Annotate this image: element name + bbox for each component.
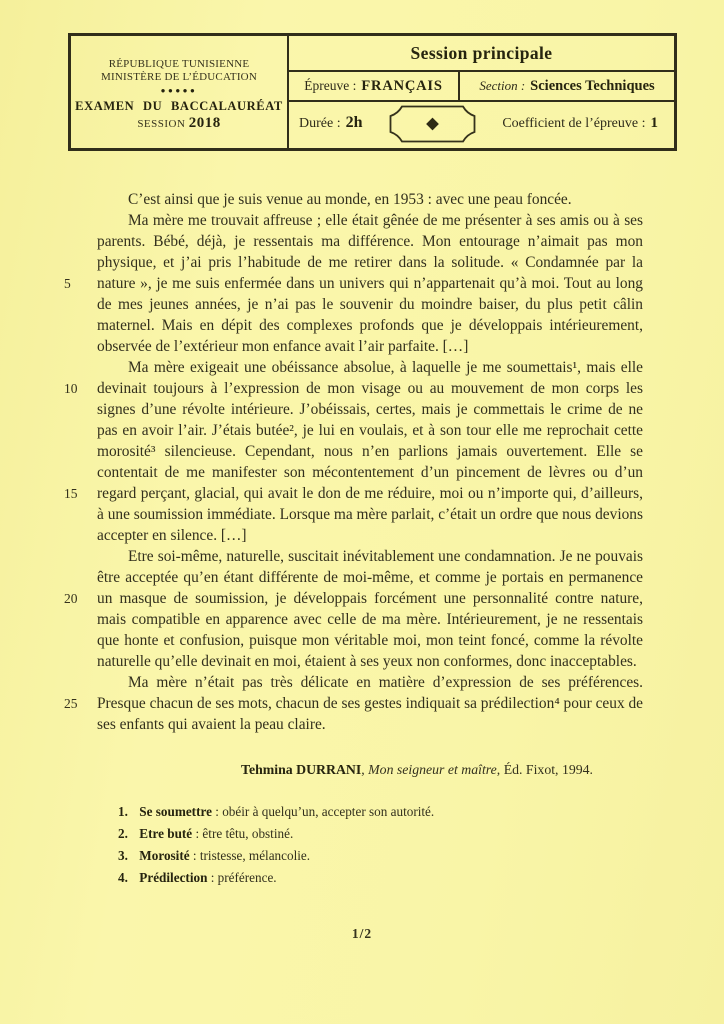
coefficient-cell xyxy=(502,115,658,132)
coefficient-value: 1 xyxy=(650,114,658,131)
session-type: Session principale xyxy=(289,36,674,72)
reading-passage xyxy=(64,189,648,735)
footnote-term: Prédilection xyxy=(139,870,208,885)
section-label: Section : xyxy=(479,78,526,94)
duration-coefficient-row xyxy=(289,102,674,148)
footnote-number: 1. xyxy=(118,804,128,819)
edition-info: , Éd. Fixot, 1994. xyxy=(496,762,593,777)
section-cell xyxy=(460,72,674,100)
paragraph-2: Ma mère me trouvait affreuse ; elle était gênée de me présenter à ses amis ou à ses parents. Bébé, déjà, je ressentais ma différence. Mon entourage n’aimait pas mon physique, et j’ai pris l’habitude de me retirer dans la solitude. « Condamnée par la nature », je me suis enfermée dans un univers qui n’appartenait qu’à moi. Tout au long de mes jeunes années, je n’ai pas le souvenir du moindre baiser, du plus petit câlin maternel. Mais en dépit des complexes profonds que je développais intérieurement, observée de l’extérieur mon enfance avait l’air parfaite. […] xyxy=(97,212,643,355)
exam-title: EXAMEN DU BACCALAURÉAT xyxy=(75,99,283,113)
exam-header-table xyxy=(68,33,677,151)
page-number: 1/2 xyxy=(351,926,373,941)
footnote-2 xyxy=(118,823,434,845)
footnote-definition: : être têtu, obstiné. xyxy=(195,826,294,841)
passage-text xyxy=(97,189,643,735)
work-title: Mon seigneur et maître xyxy=(368,762,497,777)
subject-label: Épreuve : xyxy=(304,78,357,94)
session-year-line xyxy=(137,115,220,132)
footnote-term: Etre buté xyxy=(139,826,193,841)
footnote-number: 3. xyxy=(118,848,128,863)
subject-cell xyxy=(289,72,460,100)
paragraph-3: Ma mère exigeait une obéissance absolue, à laquelle je me soumettais¹, mais elle devinait toujours à l’expression de mon visage ou au mouvement de mon corps les signes d’une révolte intérieure. J’obéissais, certes, mais je commettais le crime de ne pas en avoir l’air. J’étais butée², je lui en voulais, et à son tour elle me reprochait cette morosité³ silencieuse. Cependant, nous n’en parlions jamais ouvertement. Elle se contentait de me manifester son mécontentement d’un pincement de lèvres ou d’un regard perçant, glacial, qui avait le don de me réduire, moi ou n’importe qui, d’ailleurs, à une soumission immédiate. Lorsque ma mère parlait, c’était un ordre que nous devions accepter en silence. […] xyxy=(97,359,643,544)
line-number-15: 15 xyxy=(64,486,78,501)
footnote-definition: : obéir à quelqu’un, accepter son autorité. xyxy=(215,804,435,819)
author-name: Tehmina DURRANI xyxy=(241,762,362,777)
dots-separator-icon: ●●●●● xyxy=(160,86,198,95)
exam-details-block xyxy=(289,36,674,148)
ministry-line: MINISTÈRE DE L’ÉDUCATION xyxy=(101,71,257,83)
paragraph-4: Etre soi-même, naturelle, suscitait inévitablement une condamnation. Je ne pouvais être acceptée qu’en étant différente de moi-même, et comme je portais en permanence un masque de soumission, je développais forcément une personnalité contre nature, mais compatible en apparence avec celle de ma mère. Intérieurement, je ne ressentais que honte et confusion, puisque mon véritable moi, mon teint foncé, comme la révolte naturelle qu’elle devinait en moi, étaient à ses yeux non conformes, donc inacceptables. xyxy=(97,548,643,670)
duration-value: 2h xyxy=(345,114,363,131)
footnote-definition: : tristesse, mélancolie. xyxy=(192,848,311,863)
footnote-term: Se soumettre xyxy=(139,804,212,819)
attribution-separator: , xyxy=(361,762,365,777)
subject-value: FRANÇAIS xyxy=(361,77,443,94)
republic-line: RÉPUBLIQUE TUNISIENNE xyxy=(108,58,250,70)
paragraph-1: C’est ainsi que je suis venue au monde, en 1953 : avec une peau foncée. xyxy=(128,191,572,208)
footnote-number: 4. xyxy=(118,870,128,885)
footnote-definition: : préférence. xyxy=(210,870,277,885)
footnote-1 xyxy=(118,801,434,823)
paragraph-5: Ma mère n’était pas très délicate en matière d’expression de ses préférences. Presque chacun de ses mots, chacun de ses gestes indiquait sa prédilection⁴ pour ceux de ses enfants qui avaient la peau claire. xyxy=(97,674,644,733)
footnote-3 xyxy=(118,845,434,867)
session-year: 2018 xyxy=(188,115,221,131)
line-number-20: 20 xyxy=(64,591,78,606)
section-value: Sciences Techniques xyxy=(530,77,655,94)
subject-section-row xyxy=(289,72,674,102)
line-number-5: 5 xyxy=(64,276,71,291)
duration-cell xyxy=(299,114,363,132)
duration-label: Durée : xyxy=(299,116,341,131)
footnote-term: Morosité xyxy=(139,848,190,863)
footnote-number: 2. xyxy=(118,826,128,841)
line-number-25: 25 xyxy=(64,696,78,711)
footnotes-list xyxy=(118,801,434,889)
footnote-4 xyxy=(118,867,434,889)
institution-block xyxy=(71,36,289,148)
source-attribution xyxy=(68,762,643,778)
coefficient-label: Coefficient de l’épreuve : xyxy=(502,115,646,131)
line-number-10: 10 xyxy=(64,381,78,396)
diamond-plaque-icon xyxy=(388,104,477,144)
session-label: SESSION xyxy=(137,118,186,130)
